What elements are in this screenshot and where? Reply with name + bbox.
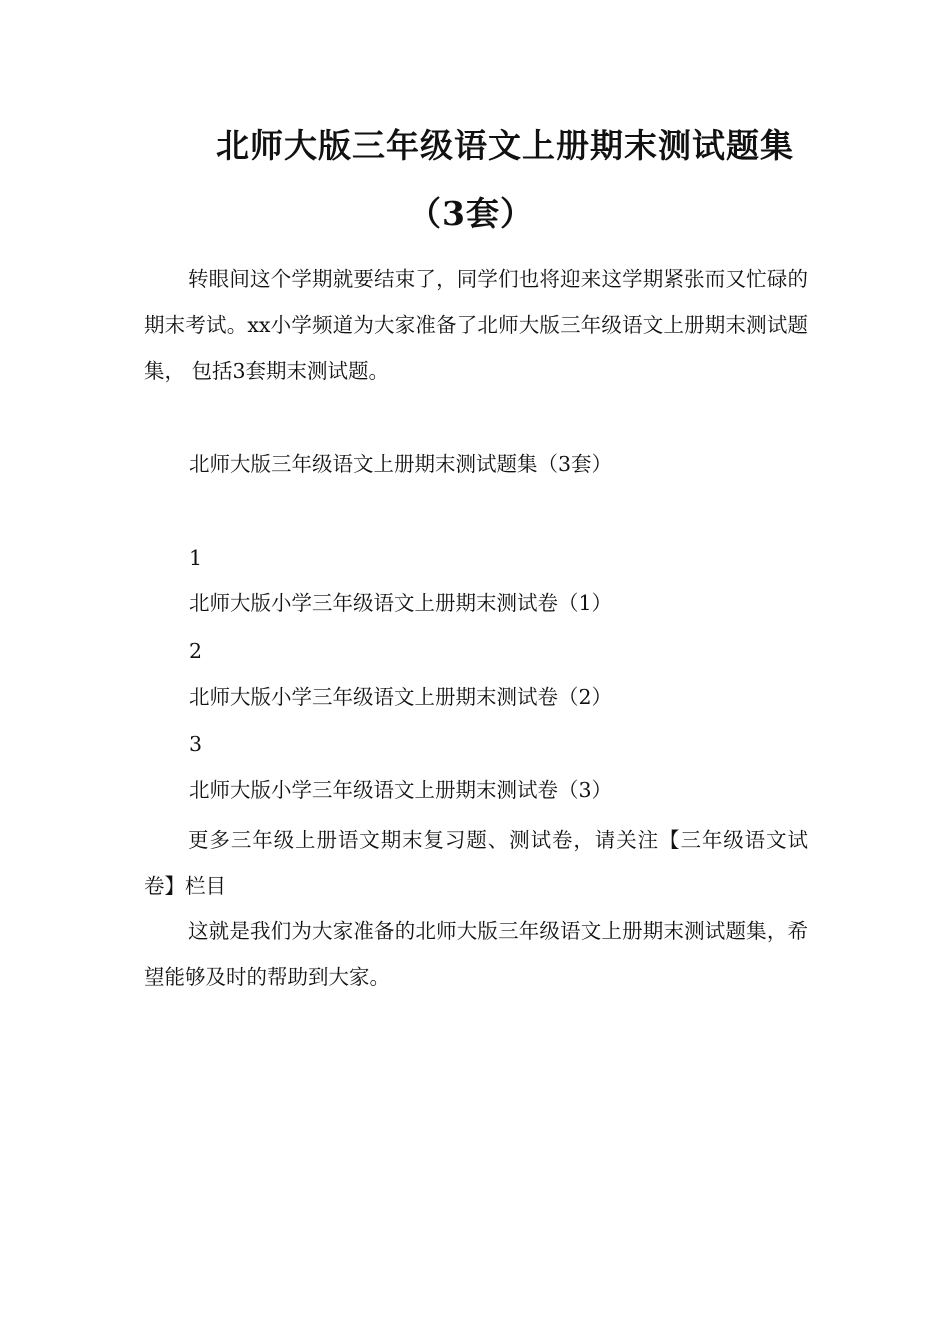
test-paper-link[interactable]: 北师大版小学三年级语文上册期末测试卷（1）: [189, 591, 613, 615]
closing-paragraph: 这就是我们为大家准备的北师大版三年级语文上册期末测试题集，希望能够及时的帮助到大家。: [144, 919, 808, 989]
intro-paragraph: 转眼间这个学期就要结束了，同学们也将迎来这学期紧张而又忙碌的期末考试。xx小学频道为大家准备了北师大版三年级语文上册期末测试题集， 包括3套期末测试题。: [144, 267, 808, 383]
test-paper-link[interactable]: 北师大版小学三年级语文上册期末测试卷（3）: [189, 778, 613, 802]
document-title: 北师大版三年级语文上册期末测试题集: [216, 126, 794, 165]
item-number: 1: [189, 546, 203, 570]
collection-subtitle: 北师大版三年级语文上册期末测试题集（3套）: [189, 452, 613, 476]
more-resources-paragraph: 更多三年级上册语文期末复习题、测试卷，请关注【三年级语文试卷】栏目: [144, 828, 808, 898]
item-number: 3: [189, 732, 203, 756]
document-title-count: （3套）: [408, 194, 534, 233]
item-number: 2: [189, 639, 203, 663]
test-paper-link[interactable]: 北师大版小学三年级语文上册期末测试卷（2）: [189, 685, 613, 709]
